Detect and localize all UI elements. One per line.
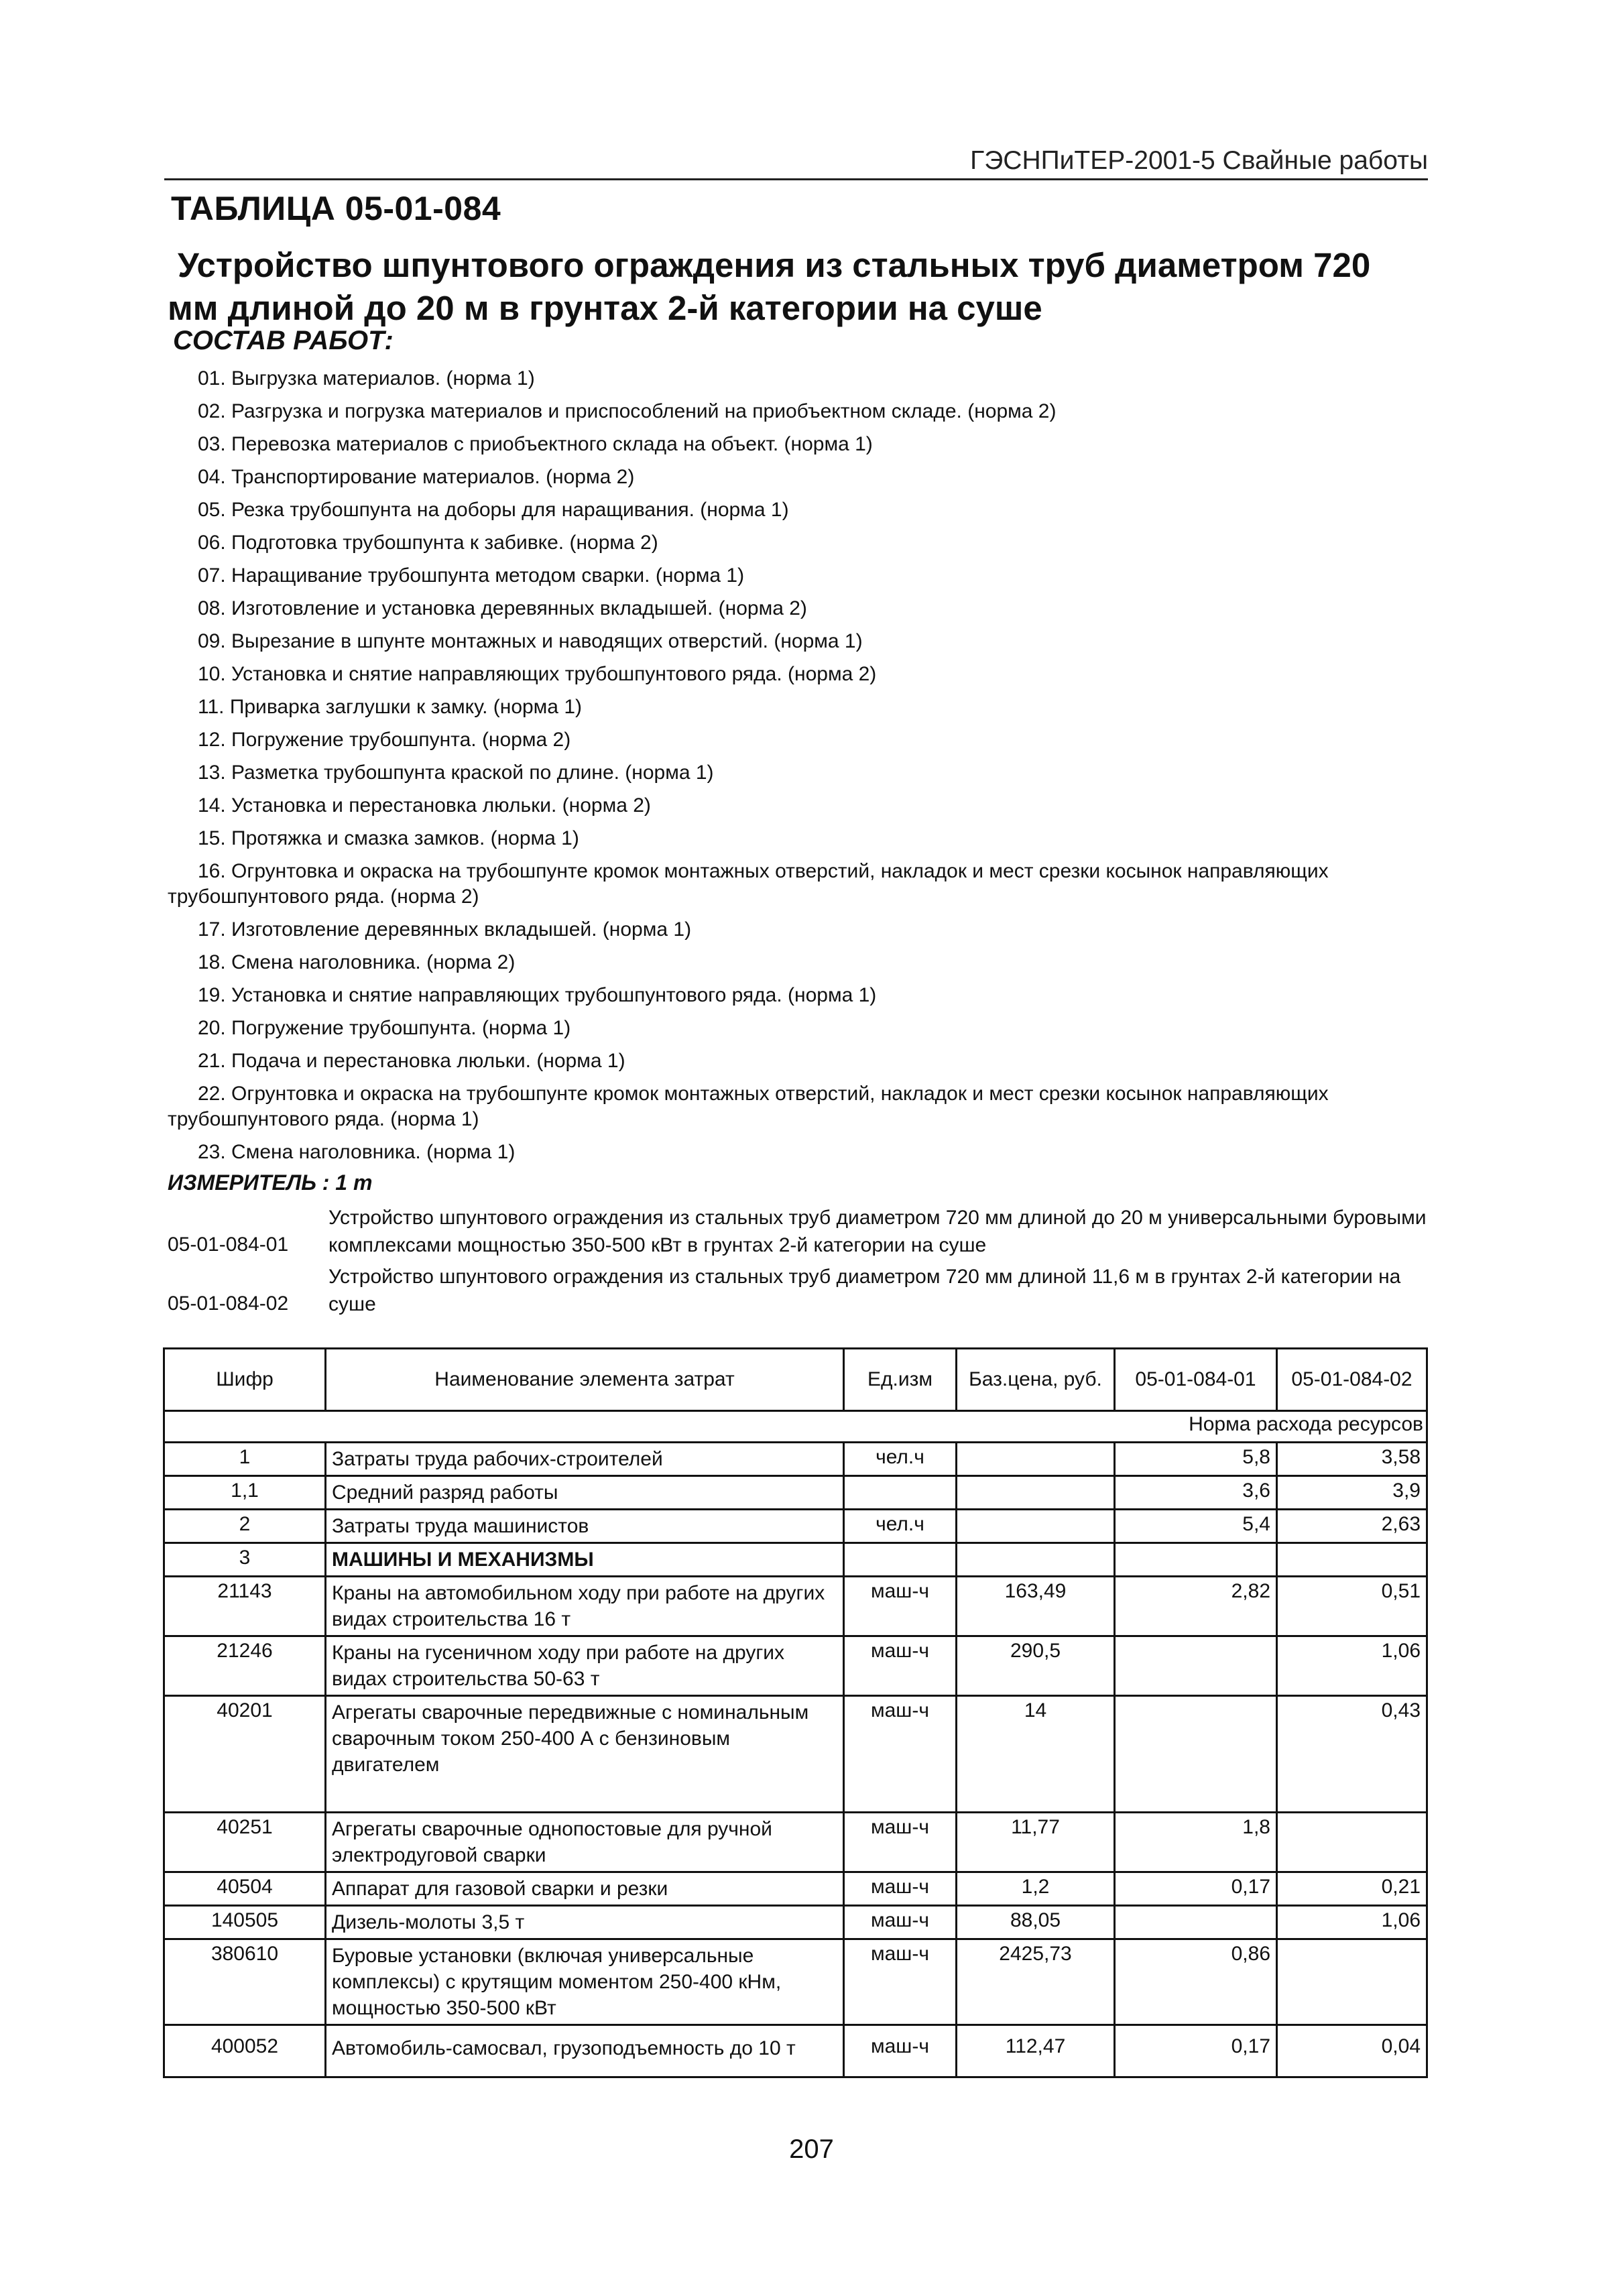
list-item: 11. Приварка заглушки к замку. (норма 1) xyxy=(198,696,583,718)
resource-table xyxy=(163,1347,1428,2078)
cell-name: Агрегаты сварочные однопостовые для ручной электродуговой сварки xyxy=(326,1813,844,1872)
cell-name: Агрегаты сварочные передвижные с номинальным сварочным током 250-400 А с бензиновым двигателем xyxy=(326,1696,844,1813)
cell-code: 40201 xyxy=(164,1696,326,1813)
cell-name: Краны на автомобильном ходу при работе на других видах строительства 16 т xyxy=(326,1577,844,1636)
cell-norm-2: 0,51 xyxy=(1277,1577,1427,1636)
cell-unit: маш-ч xyxy=(844,1696,957,1813)
cell-price: 14 xyxy=(957,1696,1115,1813)
variant-item xyxy=(168,1260,1428,1319)
cell-norm-2 xyxy=(1277,1543,1427,1577)
cell-norm-1: 1,8 xyxy=(1115,1813,1277,1872)
list-item: 07. Наращивание трубошпунта методом сварки. (норма 1) xyxy=(198,564,745,587)
cell-norm-2: 3,58 xyxy=(1277,1443,1427,1476)
cell-norm-2: 2,63 xyxy=(1277,1510,1427,1543)
cell-price xyxy=(957,1476,1115,1510)
list-item: 10. Установка и снятие направляющих трубошпунтового ряда. (норма 2) xyxy=(198,663,877,685)
cell-unit: чел.ч xyxy=(844,1510,957,1543)
cell-name: Средний разряд работы xyxy=(326,1476,844,1510)
cell-price xyxy=(957,1510,1115,1543)
column-header: 05-01-084-02 xyxy=(1277,1349,1427,1411)
cell-unit: маш-ч xyxy=(844,2025,957,2077)
cell-unit: маш-ч xyxy=(844,1939,957,2025)
cell-code: 40504 xyxy=(164,1872,326,1906)
work-list xyxy=(168,362,1428,1168)
norm-label-row xyxy=(164,1411,1427,1443)
list-item: 04. Транспортирование материалов. (норма 2) xyxy=(198,466,635,488)
header-rule xyxy=(164,178,1428,180)
column-header: Баз.цена, руб. xyxy=(957,1349,1115,1411)
list-item: 13. Разметка трубошпунта краской по длине. (норма 1) xyxy=(198,762,714,784)
table-row xyxy=(164,1443,1427,1476)
list-item: 05. Резка трубошпунта на доборы для наращивания. (норма 1) xyxy=(198,499,789,521)
cell-norm-2: 1,06 xyxy=(1277,1636,1427,1696)
list-item: 09. Вырезание в шпунте монтажных и наводящих отверстий. (норма 1) xyxy=(198,630,863,652)
cell-norm-1: 0,17 xyxy=(1115,1872,1277,1906)
list-item: 12. Погружение трубошпунта. (норма 2) xyxy=(198,729,571,751)
table-row xyxy=(164,1510,1427,1543)
cell-unit xyxy=(844,1543,957,1577)
cell-norm-1: 0,17 xyxy=(1115,2025,1277,2077)
cell-norm-2: 3,9 xyxy=(1277,1476,1427,1510)
cell-name: Аппарат для газовой сварки и резки xyxy=(326,1872,844,1906)
cell-norm-2: 0,04 xyxy=(1277,2025,1427,2077)
table-row xyxy=(164,1696,1427,1813)
cell-price: 2425,73 xyxy=(957,1939,1115,2025)
cell-price: 88,05 xyxy=(957,1906,1115,1939)
cell-name: Затраты труда рабочих-строителей xyxy=(326,1443,844,1476)
cell-norm-2: 0,43 xyxy=(1277,1696,1427,1813)
cell-price: 112,47 xyxy=(957,2025,1115,2077)
table-row xyxy=(164,1476,1427,1510)
table-row xyxy=(164,1906,1427,1939)
list-item: 18. Смена наголовника. (норма 2) xyxy=(198,951,516,973)
cell-norm-1 xyxy=(1115,1906,1277,1939)
page-number: 207 xyxy=(789,2134,834,2164)
list-item: 20. Погружение трубошпунта. (норма 1) xyxy=(198,1017,571,1039)
cell-name: МАШИНЫ И МЕХАНИЗМЫ xyxy=(326,1543,844,1577)
cell-unit: маш-ч xyxy=(844,1813,957,1872)
work-composition-label: СОСТАВ РАБОТ: xyxy=(173,326,394,355)
cell-norm-1: 3,6 xyxy=(1115,1476,1277,1510)
cell-code: 3 xyxy=(164,1543,326,1577)
cell-code: 21143 xyxy=(164,1577,326,1636)
cell-norm-1: 5,8 xyxy=(1115,1443,1277,1476)
cell-price: 163,49 xyxy=(957,1577,1115,1636)
cell-name: Автомобиль-самосвал, грузоподъемность до 10 т xyxy=(326,2025,844,2077)
variant-code: 05-01-084-02 xyxy=(168,1292,289,1315)
list-item: 01. Выгрузка материалов. (норма 1) xyxy=(198,367,535,389)
cell-unit: маш-ч xyxy=(844,1636,957,1696)
cell-norm-1: 2,82 xyxy=(1115,1577,1277,1636)
table-row xyxy=(164,2025,1427,2077)
list-item: 16. Огрунтовка и окраска на трубошпунте кромок монтажных отверстий, накладок и мест срезки косынок направляющих трубошпунтового ряда. (норма 2) xyxy=(168,860,1329,908)
list-item: 23. Смена наголовника. (норма 1) xyxy=(198,1141,516,1163)
list-item: 02. Разгрузка и погрузка материалов и приспособлений на приобъектном складе. (норма 2) xyxy=(198,400,1057,422)
variant-description: Устройство шпунтового ограждения из стальных труб диаметром 720 мм длиной до 20 м универсальными буровыми комплексами мощностью 350-500 кВт в грунтах 2-й категории на суше xyxy=(328,1207,1427,1256)
variant-description: Устройство шпунтового ограждения из стальных труб диаметром 720 мм длиной 11,6 м в грунтах 2-й категории на суше xyxy=(328,1266,1401,1315)
column-header: 05-01-084-01 xyxy=(1115,1349,1277,1411)
list-item: 03. Перевозка материалов с приобъектного склада на объект. (норма 1) xyxy=(198,433,873,455)
column-header: Наименование элемента затрат xyxy=(326,1349,844,1411)
table-row xyxy=(164,1636,1427,1696)
cell-unit: маш-ч xyxy=(844,1906,957,1939)
cell-code: 40251 xyxy=(164,1813,326,1872)
column-header: Шифр xyxy=(164,1349,326,1411)
table-header-row xyxy=(164,1349,1427,1411)
cell-code: 2 xyxy=(164,1510,326,1543)
cell-norm-1 xyxy=(1115,1636,1277,1696)
cell-code: 380610 xyxy=(164,1939,326,2025)
column-header: Ед.изм xyxy=(844,1349,957,1411)
cell-name: Дизель-молоты 3,5 т xyxy=(326,1906,844,1939)
cell-unit: чел.ч xyxy=(844,1443,957,1476)
cell-unit: маш-ч xyxy=(844,1577,957,1636)
table-row xyxy=(164,1813,1427,1872)
measurement-unit: ИЗМЕРИТЕЛЬ : 1 т xyxy=(168,1170,373,1195)
cell-name: Буровые установки (включая универсальные комплексы) с крутящим моментом 250-400 кНм, мощностью 350-500 кВт xyxy=(326,1939,844,2025)
cell-unit: маш-ч xyxy=(844,1872,957,1906)
variant-item xyxy=(168,1201,1428,1260)
table-row xyxy=(164,1939,1427,2025)
cell-price xyxy=(957,1443,1115,1476)
list-item: 21. Подача и перестановка люльки. (норма 1) xyxy=(198,1050,625,1072)
cell-name: Затраты труда машинистов xyxy=(326,1510,844,1543)
list-item: 08. Изготовление и установка деревянных вкладышей. (норма 2) xyxy=(198,597,807,619)
cell-norm-2: 1,06 xyxy=(1277,1906,1427,1939)
list-item: 22. Огрунтовка и окраска на трубошпунте кромок монтажных отверстий, накладок и мест срезки косынок направляющих трубошпунтового ряда. (норма 1) xyxy=(168,1083,1329,1130)
list-item: 15. Протяжка и смазка замков. (норма 1) xyxy=(198,827,579,849)
cell-price xyxy=(957,1543,1115,1577)
cell-price: 290,5 xyxy=(957,1636,1115,1696)
cell-norm-1: 0,86 xyxy=(1115,1939,1277,2025)
cell-unit xyxy=(844,1476,957,1510)
cell-norm-2 xyxy=(1277,1813,1427,1872)
cell-norm-1 xyxy=(1115,1543,1277,1577)
cell-code: 400052 xyxy=(164,2025,326,2077)
cell-price: 1,2 xyxy=(957,1872,1115,1906)
cell-code: 1 xyxy=(164,1443,326,1476)
table-title: ТАБЛИЦА 05-01-084 xyxy=(171,190,501,227)
cell-norm-2: 0,21 xyxy=(1277,1872,1427,1906)
page-title: Устройство шпунтового ограждения из стальных труб диаметром 720 мм длиной до 20 м в грунтах 2-й категории на суше xyxy=(168,246,1371,327)
list-item: 17. Изготовление деревянных вкладышей. (норма 1) xyxy=(198,918,692,941)
cell-name: Краны на гусеничном ходу при работе на других видах строительства 50-63 т xyxy=(326,1636,844,1696)
cell-norm-1: 5,4 xyxy=(1115,1510,1277,1543)
cell-norm-1 xyxy=(1115,1696,1277,1813)
table-row xyxy=(164,1872,1427,1906)
cell-code: 140505 xyxy=(164,1906,326,1939)
variant-list xyxy=(168,1201,1428,1319)
cell-code: 21246 xyxy=(164,1636,326,1696)
cell-price: 11,77 xyxy=(957,1813,1115,1872)
list-item: 19. Установка и снятие направляющих трубошпунтового ряда. (норма 1) xyxy=(198,984,877,1006)
cell-code: 1,1 xyxy=(164,1476,326,1510)
table-section-row xyxy=(164,1543,1427,1577)
variant-code: 05-01-084-01 xyxy=(168,1233,289,1256)
running-header: ГЭСНПиТЕР-2001-5 Свайные работы xyxy=(970,146,1428,175)
list-item: 06. Подготовка трубошпунта к забивке. (норма 2) xyxy=(198,532,658,554)
norm-label: Норма расхода ресурсов xyxy=(164,1411,1427,1443)
cell-norm-2 xyxy=(1277,1939,1427,2025)
list-item: 14. Установка и перестановка люльки. (норма 2) xyxy=(198,794,651,817)
table-row xyxy=(164,1577,1427,1636)
